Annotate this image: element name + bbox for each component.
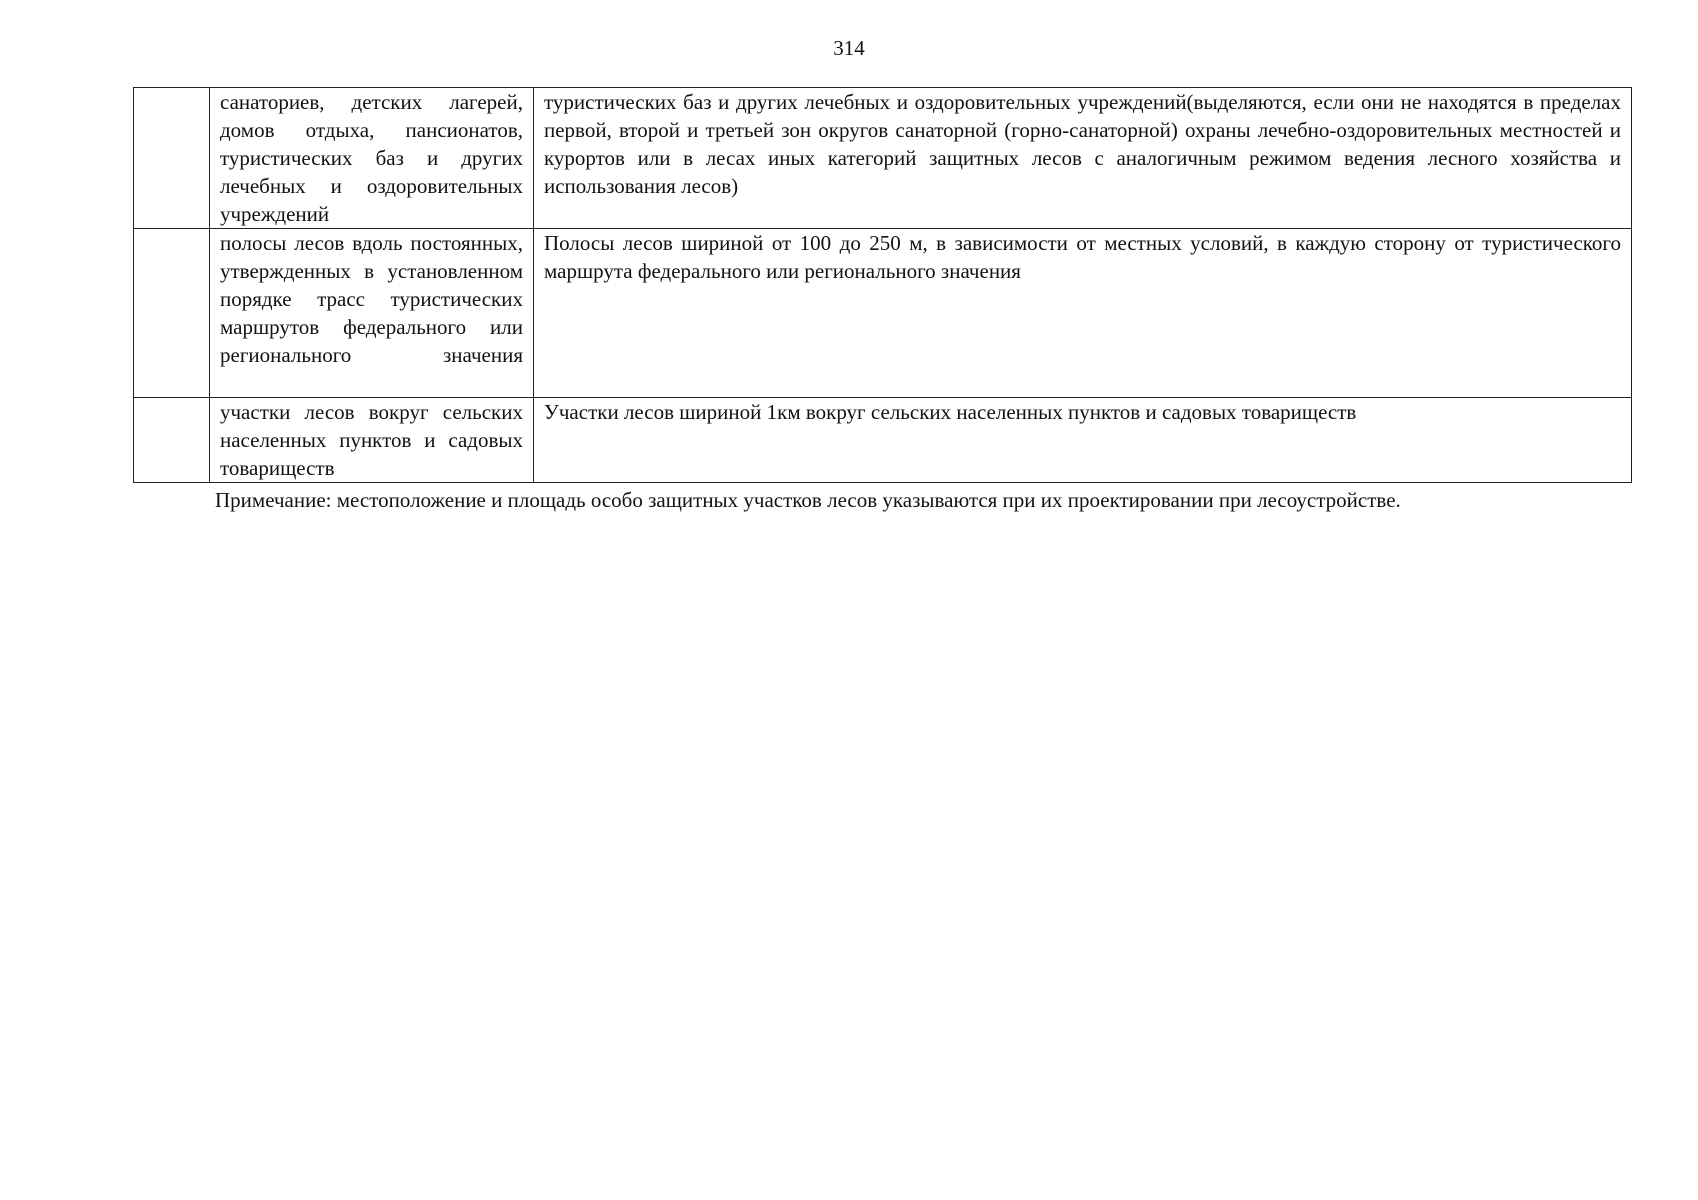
page-number: 314 [833,36,865,60]
description-cell: Полосы лесов шириной от 100 до 250 м, в зависимости от местных условий, в каждую сторону от туристического маршрута федерального или регионального значения [534,229,1632,398]
category-cell: полосы лесов вдоль постоянных, утвержденных в установленном порядке трасс туристических маршрутов федерального или регионального значения [210,229,534,398]
category-cell: участки лесов вокруг сельских населенных пунктов и садовых товариществ [210,398,534,483]
description-cell: туристических баз и других лечебных и оздоровительных учреждений(выделяются, если они не находятся в пределах первой, второй и третьей зон округов санаторной (горно-санаторной) охраны лечебно-оздоровительных местностей и курортов или в лесах иных категорий защитных лесов с аналогичным режимом ведения лесного хозяйства и использования лесов) [534,88,1632,229]
row-number-cell [134,88,210,229]
category-cell: санаториев, детских лагерей, домов отдыха, пансионатов, туристических баз и других лечебных и оздоровительных учреждений [210,88,534,229]
table-note: Примечание: местоположение и площадь особо защитных участков лесов указываются при их проектировании при лесоустройстве. [215,488,1401,512]
forest-zones-table [133,87,1632,483]
description-cell: Участки лесов шириной 1км вокруг сельских населенных пунктов и садовых товариществ [534,398,1632,483]
table-row [134,88,1632,229]
row-number-cell [134,398,210,483]
table-row [134,229,1632,398]
row-number-cell [134,229,210,398]
table-row [134,398,1632,483]
